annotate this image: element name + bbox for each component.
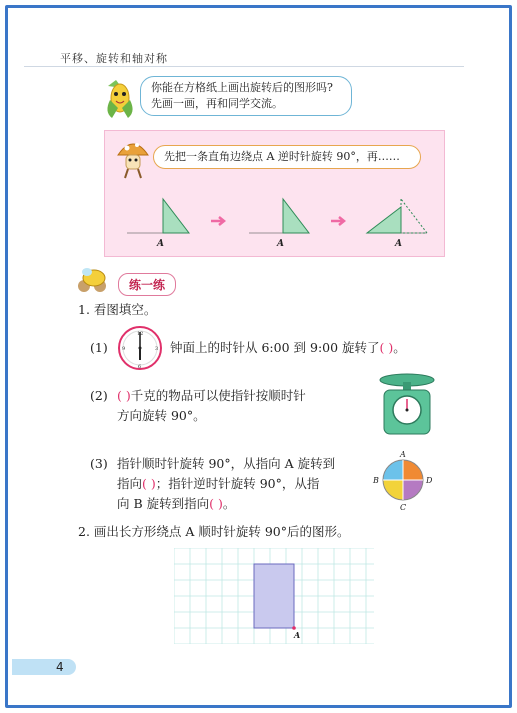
rectangle-shape [254, 564, 294, 628]
dial-label-a: A [400, 450, 406, 459]
q1-part3-period: 。 [222, 496, 236, 511]
svg-text:9: 9 [122, 346, 126, 352]
grid-figure [174, 548, 374, 644]
answer-blank[interactable]: ( ) [379, 340, 394, 355]
intro-speech-bubble: 你能在方格纸上画出旋转后的图形吗?先画一画，再和同学交流。 [140, 76, 352, 116]
q1-part3-number: (3) [90, 456, 108, 471]
triangle-step2 [283, 199, 309, 233]
question-2-title: 2. 画出长方形绕点 A 顺时针旋转 90°后的图形。 [78, 524, 350, 539]
chapter-header: 平移、旋转和轴对称 [60, 52, 168, 65]
point-a-label-1: A [157, 239, 164, 249]
dial-label-b: B [373, 476, 379, 485]
q1-part3-line3 [117, 494, 235, 514]
rotation-steps-figure [105, 189, 444, 253]
hint-box [104, 130, 445, 257]
page-number-tab [12, 659, 76, 675]
triangle-step3 [401, 199, 427, 233]
grid-point-a-label: A [294, 630, 301, 640]
dial-label-d: D [426, 476, 433, 485]
q1-part1-sentence: 钟面上的时针从 6:00 到 9:00 旋转了 [170, 340, 380, 355]
answer-blank[interactable]: ( ) [209, 496, 223, 511]
q1-part3-line2 [117, 474, 319, 494]
answer-blank[interactable]: ( ) [117, 388, 131, 403]
q1-part1-number: (1) [90, 340, 108, 355]
bee-mascot-icon [74, 268, 118, 294]
point-a-label-3: A [395, 239, 402, 249]
arrow-icon [211, 217, 224, 225]
dial-label-c: C [400, 503, 407, 512]
q1-part3-line1: 指针顺时针旋转 90°，从指向 A 旋转到 [117, 456, 336, 471]
arrow-icon [331, 217, 344, 225]
q1-part2-number: (2) [90, 388, 108, 403]
q1-part3-text-b: ；指针逆时针旋转 90°，从指 [155, 476, 320, 491]
page-number: 4 [56, 660, 64, 674]
q1-part1-text [170, 338, 406, 358]
svg-text:6: 6 [138, 364, 142, 370]
answer-blank[interactable]: ( ) [142, 476, 156, 491]
header-divider [24, 66, 464, 67]
corn-mascot-icon [100, 78, 140, 120]
q1-part2-line2: 方向旋转 90°。 [117, 408, 206, 423]
svg-text:3: 3 [155, 346, 159, 352]
scale-icon [376, 372, 438, 436]
clock-icon [116, 324, 164, 372]
point-a-label-2: A [277, 239, 284, 249]
triangle-step1 [163, 199, 189, 233]
triangle-rotated [367, 207, 401, 233]
mushroom-mascot-icon [115, 137, 151, 179]
hint-speech-bubble: 先把一条直角边绕点 A 逆时针旋转 90°，再…… [153, 145, 421, 169]
q1-part1-period: 。 [393, 340, 406, 355]
q1-part2-line1 [117, 386, 306, 406]
q1-part3-text-c: 向 B 旋转到指向 [117, 496, 210, 511]
svg-text:12: 12 [137, 331, 144, 337]
dial-figure [370, 448, 436, 512]
practice-section-label: 练一练 [118, 273, 176, 296]
question-1-title: 1. 看图填空。 [78, 302, 157, 317]
q1-part2-text1: 千克的物品可以使指针按顺时针 [130, 388, 306, 403]
q1-part3-text-a: 指向 [117, 476, 143, 491]
